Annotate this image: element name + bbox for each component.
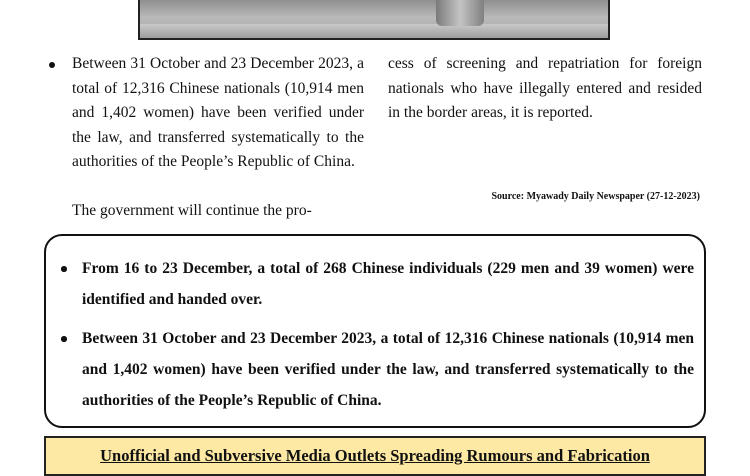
photo-ground — [140, 24, 608, 38]
bullet-icon — [49, 62, 55, 68]
news-photo — [138, 0, 610, 40]
bullet-icon — [61, 266, 67, 272]
photo-post — [436, 0, 484, 26]
highlight-box — [44, 234, 706, 428]
article-bullet-paragraph: Between 31 October and 23 December 2023, a total of 12,316 Chinese nationals (10,914 men and 1,402 women) have been verified under the law, and transferred systematically to the authorities of the People’s Republic of China. — [72, 55, 364, 170]
article-paragraph-start: The government will continue the pro- — [72, 202, 312, 219]
section-banner: Unofficial and Subversive Media Outlets Spreading Rumours and Fabrication — [44, 436, 706, 476]
bullet-icon — [61, 336, 67, 342]
highlight-item: Between 31 October and 23 December 2023, a total of 12,316 Chinese nationals (10,914 men and 1,402 women) have been verified under the law, and transferred systematically to the authorities of the People’s Republic of China. — [82, 330, 694, 409]
source-citation: Source: Myawady Daily Newspaper (27-12-2023) — [491, 191, 700, 202]
highlight-item: From 16 to 23 December, a total of 268 Chinese individuals (229 men and 39 women) were identified and handed over. — [82, 260, 694, 308]
article-paragraph-continuation: cess of screening and repatriation for foreign nationals who have illegally entered and resided in the border areas, it is reported. — [388, 55, 702, 121]
